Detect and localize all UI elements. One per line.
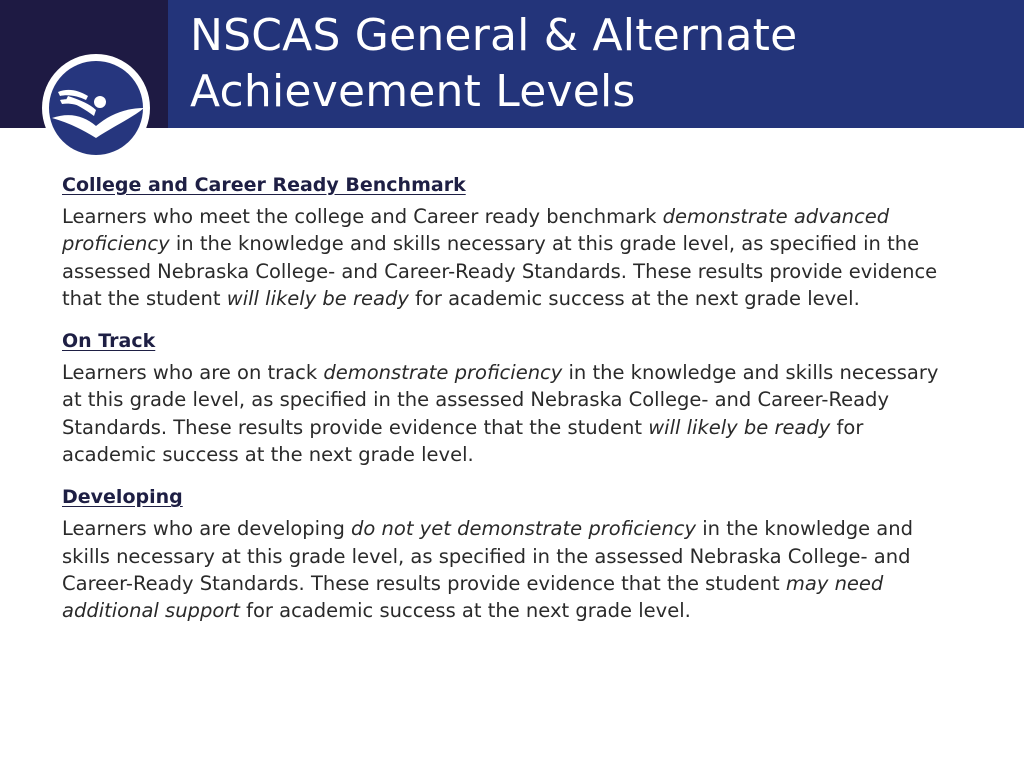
text-run: in the knowledge and skills necessary at this grade level, as specified in the assessed Nebraska College- and Career-Ready Standards. These results provide evidence that the student xyxy=(62,361,939,439)
section-description xyxy=(62,203,962,312)
emphasis-run: will likely be ready xyxy=(226,286,409,310)
emphasis-run: may need additional support xyxy=(62,571,884,623)
text-run: Learners who are on track xyxy=(62,361,324,385)
text-run: for academic success at the next grade level. xyxy=(62,415,864,467)
section-heading: Developing xyxy=(62,486,183,509)
text-run: Learners who meet the college and Career ready benchmark xyxy=(62,205,663,228)
section-college-career-ready xyxy=(62,172,962,312)
content-area xyxy=(62,172,962,641)
section-description xyxy=(62,515,962,624)
section-description xyxy=(62,359,962,468)
section-heading: College and Career Ready Benchmark xyxy=(62,174,466,196)
title-line-2: Achievement Levels xyxy=(190,66,636,117)
emphasis-run: demonstrate proficiency xyxy=(323,361,563,385)
nebraska-education-logo-icon xyxy=(40,52,152,164)
section-on-track xyxy=(62,328,962,468)
text-run: Learners who are developing xyxy=(62,517,352,541)
emphasis-run: demonstrate advanced proficiency xyxy=(62,205,890,256)
page-title xyxy=(190,8,797,120)
emphasis-run: do not yet demonstrate proficiency xyxy=(351,517,697,541)
section-developing xyxy=(62,484,962,624)
section-heading: On Track xyxy=(62,330,156,353)
text-run: for academic success at the next grade level. xyxy=(408,286,860,310)
text-run: in the knowledge and skills necessary at this grade level, as specified in the assessed Nebraska College- and Career-Ready Standards. These results provide evidence that the student xyxy=(62,517,913,595)
emphasis-run: will likely be ready xyxy=(648,415,831,439)
text-run: in the knowledge and skills necessary at this grade level, as specified in the assessed Nebraska College- and Career-Ready Standards. These results provide evidence that the student xyxy=(62,232,938,310)
text-run: for academic success at the next grade level. xyxy=(239,599,691,623)
title-line-1: NSCAS General & Alternate xyxy=(190,10,798,61)
